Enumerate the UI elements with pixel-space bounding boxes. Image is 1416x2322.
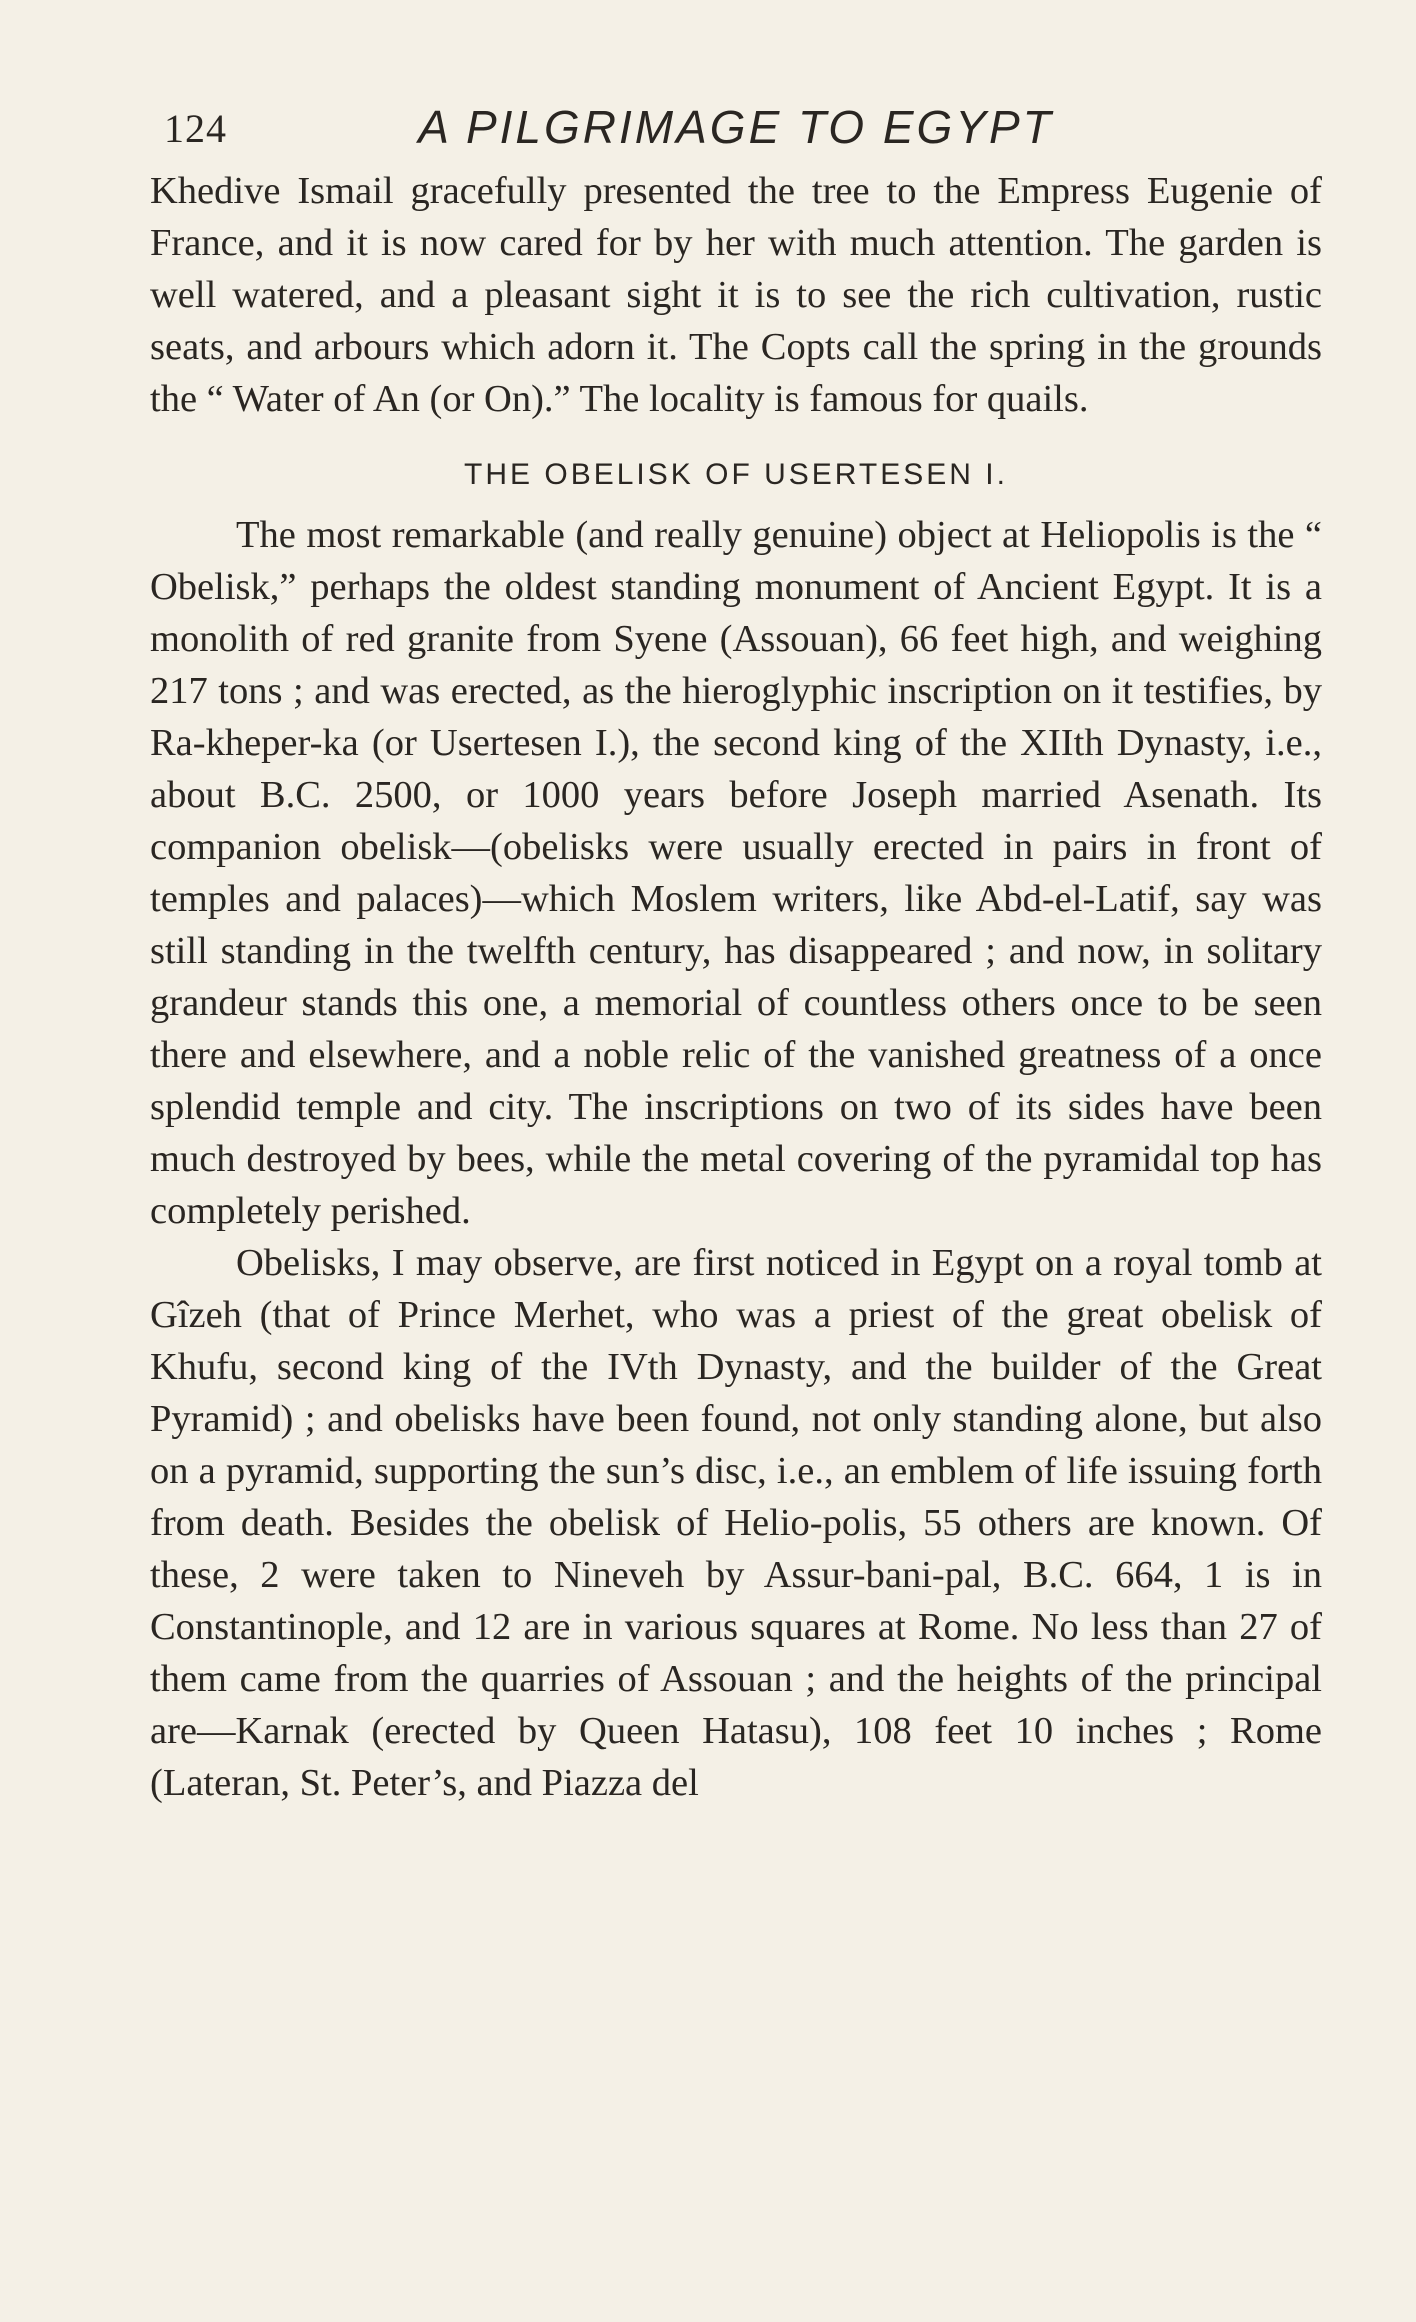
running-title: A PILGRIMAGE TO EGYPT bbox=[418, 101, 1054, 153]
running-head bbox=[150, 95, 1322, 165]
page-number: 124 bbox=[164, 106, 227, 151]
book-page bbox=[150, 95, 1322, 1809]
paragraph-obelisk-description: The most remarkable (and really genuine) object at Heliopolis is the “ Obelisk,” perhaps the oldest standing monument of Ancient Egypt. It is a monolith of red granite from Syene (Assouan), 66 feet high, and weighing 217 tons ; and was erected, as the hieroglyphic inscription on it testifies, by Ra-kheper-ka (or Usertesen I.), the second king of the XIIth Dynasty, i.e., about B.C. 2500, or 1000 years before Joseph married Asenath. Its companion obelisk—(obelisks were usually erected in pairs in front of temples and palaces)—which Moslem writers, like Abd-el-Latif, say was still standing in the twelfth century, has disappeared ; and now, in solitary grandeur stands this one, a memorial of countless others once to be seen there and elsewhere, and a noble relic of the vanished greatness of a once splendid temple and city. The inscriptions on two of its sides have been much destroyed by bees, while the metal covering of the pyramidal top has completely perished. bbox=[150, 514, 1322, 1232]
section-heading: THE OBELISK OF USERTESEN I. bbox=[464, 458, 1008, 491]
body-text bbox=[150, 165, 1322, 1809]
paragraph-obelisks-history: Obelisks, I may observe, are first noticed in Egypt on a royal tomb at Gîzeh (that of Prince Merhet, who was a priest of the great obelisk of Khufu, second king of the IVth Dynasty, and the builder of the Great Pyramid) ; and obelisks have been found, not only standing alone, but also on a pyramid, supporting the sun’s disc, i.e., an emblem of life issuing forth from death. Besides the obelisk of Helio-polis, 55 others are known. Of these, 2 were taken to Nineveh by Assur-bani-pal, B.C. 664, 1 is in Constantinople, and 12 are in various squares at Rome. No less than 27 of them came from the quarries of Assouan ; and the heights of the principal are—Karnak (erected by Queen Hatasu), 108 feet 10 inches ; Rome (Lateran, St. Peter’s, and Piazza del bbox=[150, 1242, 1322, 1804]
intro-paragraph: Khedive Ismail gracefully presented the tree to the Empress Eugenie of France, and it is now cared for by her with much attention. The garden is well watered, and a pleasant sight it is to see the rich cultivation, rustic seats, and arbours which adorn it. The Copts call the spring in the grounds the “ Water of An (or On).” The locality is famous for quails. bbox=[150, 170, 1322, 420]
